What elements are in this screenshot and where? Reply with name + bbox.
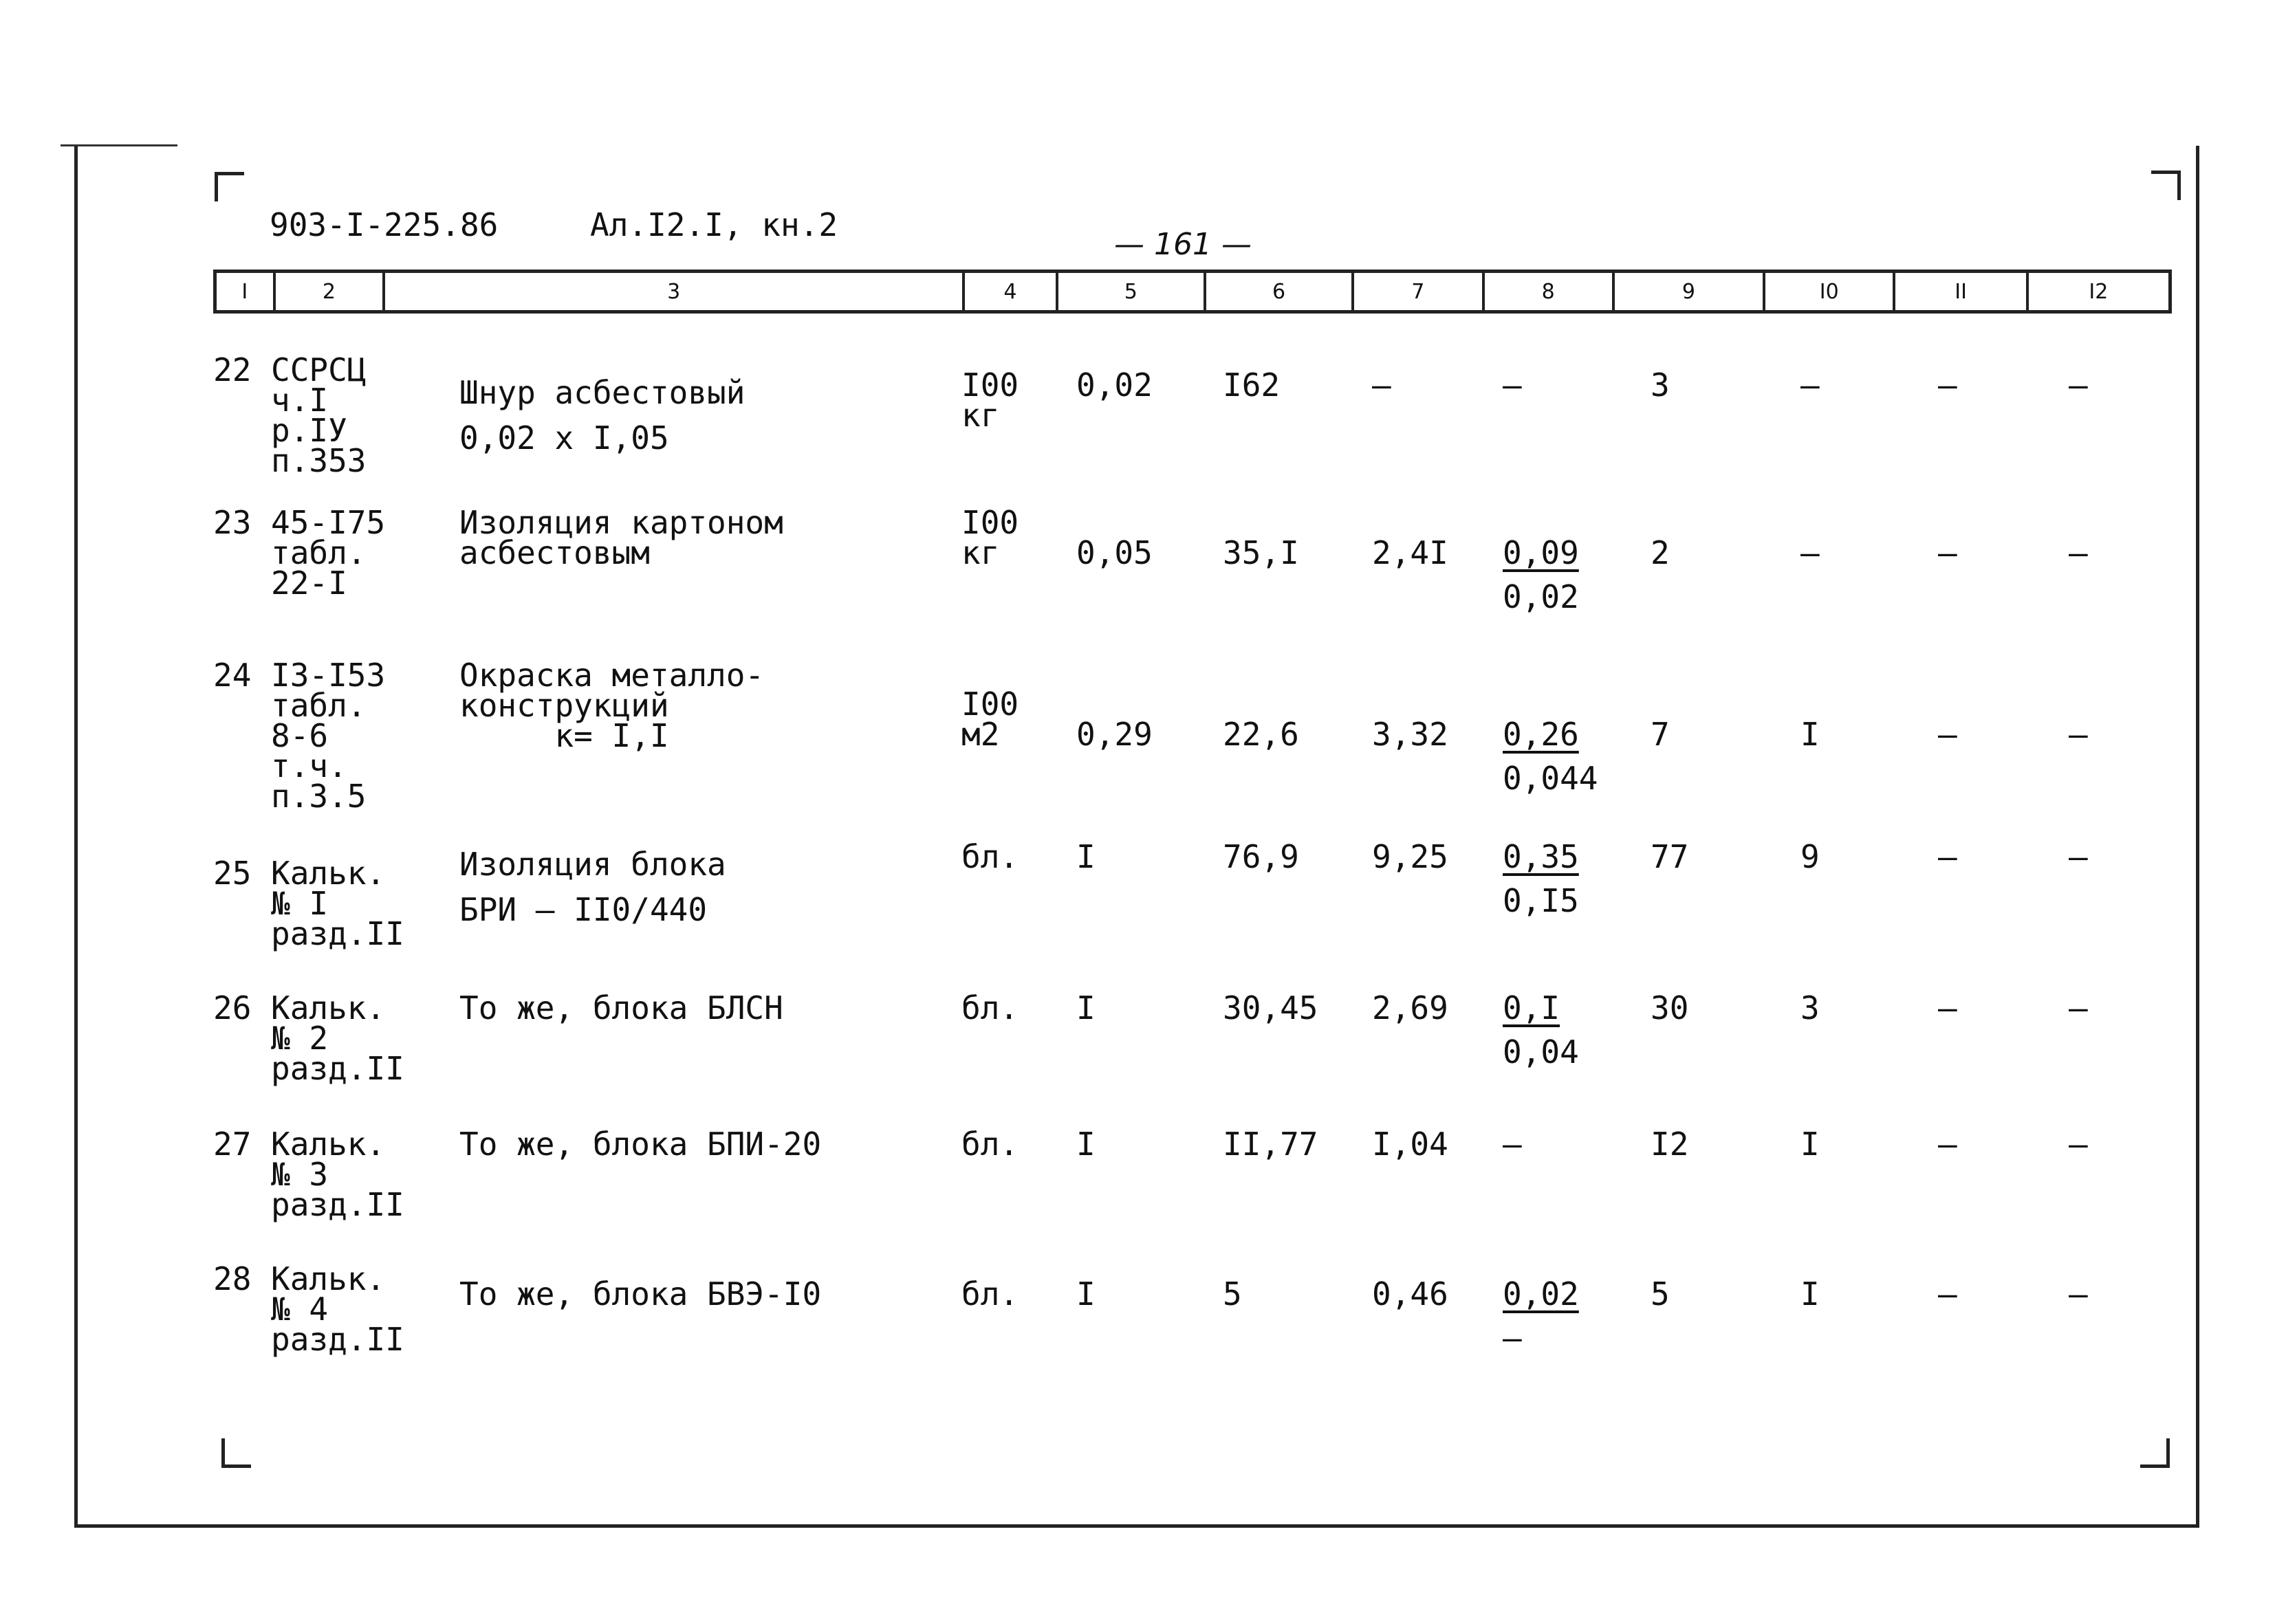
row-number: 23 (213, 504, 252, 541)
norm-reference: ССРСЦ ч.I р.IУ п.353 (271, 351, 367, 479)
work-description: Изоляция блока БРИ – II0/440 (459, 846, 726, 928)
col-12-value: – (2069, 838, 2088, 875)
fraction-top: 0,I (1503, 989, 1560, 1027)
col-11-value: – (1938, 838, 1957, 875)
fraction-bottom: – (1503, 1319, 1522, 1357)
col-6-value: II,77 (1223, 1126, 1318, 1163)
row-number: 25 (213, 855, 252, 892)
col-9-value: 7 (1651, 716, 1670, 753)
quantity: I (1076, 838, 1096, 875)
work-description: То же, блока БПИ-20 (459, 1126, 822, 1163)
quantity: I (1076, 989, 1096, 1027)
column-number-header (213, 270, 2172, 314)
col-7-value: 0,46 (1372, 1275, 1448, 1313)
row-number: 24 (213, 657, 252, 694)
col-7-value: I,04 (1372, 1126, 1448, 1163)
row-number: 26 (213, 989, 252, 1027)
quantity: I (1076, 1275, 1096, 1313)
row-number: 28 (213, 1260, 252, 1297)
column-header-cell: 2 (276, 273, 385, 310)
col-8-fraction (1503, 1275, 1579, 1357)
col-9-value: 77 (1651, 838, 1689, 875)
unit: I00 кг (961, 504, 1019, 571)
col-10-value: – (1800, 534, 1820, 571)
col-12-value: – (2069, 716, 2088, 753)
column-header-cell: 4 (965, 273, 1058, 310)
col-9-value: 30 (1651, 989, 1689, 1027)
fraction-bottom: 0,04 (1503, 1033, 1579, 1071)
col-6-value: 35,I (1223, 534, 1299, 571)
norm-reference: Кальк. № I разд.II (271, 855, 404, 952)
column-header-cell: 9 (1615, 273, 1765, 310)
unit: бл. (961, 838, 1019, 875)
row-number: 22 (213, 351, 252, 388)
col-12-value: – (2069, 534, 2088, 571)
norm-reference: Кальк. № 2 разд.II (271, 989, 404, 1087)
norm-reference: Кальк. № 3 разд.II (271, 1126, 404, 1223)
col-12-value: – (2069, 366, 2088, 404)
quantity: 0,29 (1076, 716, 1153, 753)
col-10-value: – (1800, 366, 1820, 404)
column-header-cell: 8 (1485, 273, 1615, 310)
col-10-value: 3 (1800, 989, 1820, 1027)
col-11-value: – (1938, 716, 1957, 753)
col-9-value: 2 (1651, 534, 1670, 571)
row-number: 27 (213, 1126, 252, 1163)
col-7-value: – (1372, 366, 1391, 404)
page-number: — 161 — (1114, 227, 1252, 262)
album-reference: Ал.I2.I, кн.2 (590, 206, 838, 243)
col-11-value: – (1938, 1275, 1957, 1313)
col-12-value: – (2069, 989, 2088, 1027)
col-8-fraction (1503, 366, 1522, 414)
work-description: Шнур асбестовый 0,02 х I,05 (459, 374, 745, 457)
col-12-value: – (2069, 1275, 2088, 1313)
col-10-value: I (1800, 1126, 1820, 1163)
fraction-top: 0,02 (1503, 1275, 1579, 1313)
col-8-fraction (1503, 1126, 1522, 1173)
col-9-value: 5 (1651, 1275, 1670, 1313)
col-11-value: – (1938, 989, 1957, 1027)
col-8-fraction (1503, 534, 1579, 615)
norm-reference: I3-I53 табл. 8-6 т.ч. п.3.5 (271, 657, 386, 815)
unit: бл. (961, 989, 1019, 1027)
work-description: Изоляция картоном асбестовым (459, 504, 783, 571)
fraction-top: 0,09 (1503, 534, 1579, 571)
col-6-value: 30,45 (1223, 989, 1318, 1027)
fraction-bottom: 0,02 (1503, 578, 1579, 615)
col-10-value: I (1800, 716, 1820, 753)
column-header-cell: 7 (1354, 273, 1484, 310)
document-code: 903-I-225.86 (270, 206, 499, 243)
work-description: То же, блока БВЭ-I0 (459, 1275, 822, 1313)
fraction-bottom: 0,I5 (1503, 882, 1579, 919)
corner-mark-top-right (2151, 171, 2181, 200)
unit: I00 м2 (961, 685, 1019, 753)
corner-mark-bottom-right (2140, 1438, 2170, 1468)
quantity: 0,02 (1076, 366, 1153, 404)
column-header-cell: II (1895, 273, 2028, 310)
fraction-top: 0,26 (1503, 716, 1579, 753)
norm-reference: Кальк. № 4 разд.II (271, 1260, 404, 1358)
unit: бл. (961, 1275, 1019, 1313)
col-6-value: 22,6 (1223, 716, 1299, 753)
unit: бл. (961, 1126, 1019, 1163)
column-header-cell: I0 (1765, 273, 1895, 310)
col-10-value: 9 (1800, 838, 1820, 875)
column-header-cell: I (217, 273, 276, 310)
column-header-cell: 3 (385, 273, 965, 310)
col-11-value: – (1938, 534, 1957, 571)
col-9-value: 3 (1651, 366, 1670, 404)
quantity: I (1076, 1126, 1096, 1163)
fraction-top: 0,35 (1503, 838, 1579, 875)
col-7-value: 9,25 (1372, 838, 1448, 875)
quantity: 0,05 (1076, 534, 1153, 571)
fraction-top: – (1503, 366, 1522, 404)
corner-mark-top-left (215, 172, 244, 201)
col-7-value: 2,69 (1372, 989, 1448, 1027)
col-6-value: I62 (1223, 366, 1281, 404)
column-header-cell: 6 (1206, 273, 1354, 310)
fraction-bottom: 0,044 (1503, 760, 1598, 797)
col-11-value: – (1938, 1126, 1957, 1163)
col-8-fraction (1503, 989, 1579, 1071)
col-10-value: I (1800, 1275, 1820, 1313)
col-7-value: 3,32 (1372, 716, 1448, 753)
col-8-fraction (1503, 716, 1598, 797)
unit: I00 кг (961, 366, 1019, 434)
col-6-value: 5 (1223, 1275, 1242, 1313)
work-description: То же, блока БЛСН (459, 989, 783, 1027)
col-12-value: – (2069, 1126, 2088, 1163)
norm-reference: 45-I75 табл. 22-I (271, 504, 386, 602)
fraction-top: – (1503, 1126, 1522, 1163)
col-8-fraction (1503, 838, 1579, 919)
column-header-cell: I2 (2089, 279, 2109, 304)
col-11-value: – (1938, 366, 1957, 404)
corner-mark-bottom-left (221, 1438, 251, 1468)
col-9-value: I2 (1651, 1126, 1689, 1163)
col-7-value: 2,4I (1372, 534, 1448, 571)
col-6-value: 76,9 (1223, 838, 1299, 875)
column-header-cell: 5 (1058, 273, 1206, 310)
work-description: Окраска металло- конструкций к= I,I (459, 657, 765, 754)
